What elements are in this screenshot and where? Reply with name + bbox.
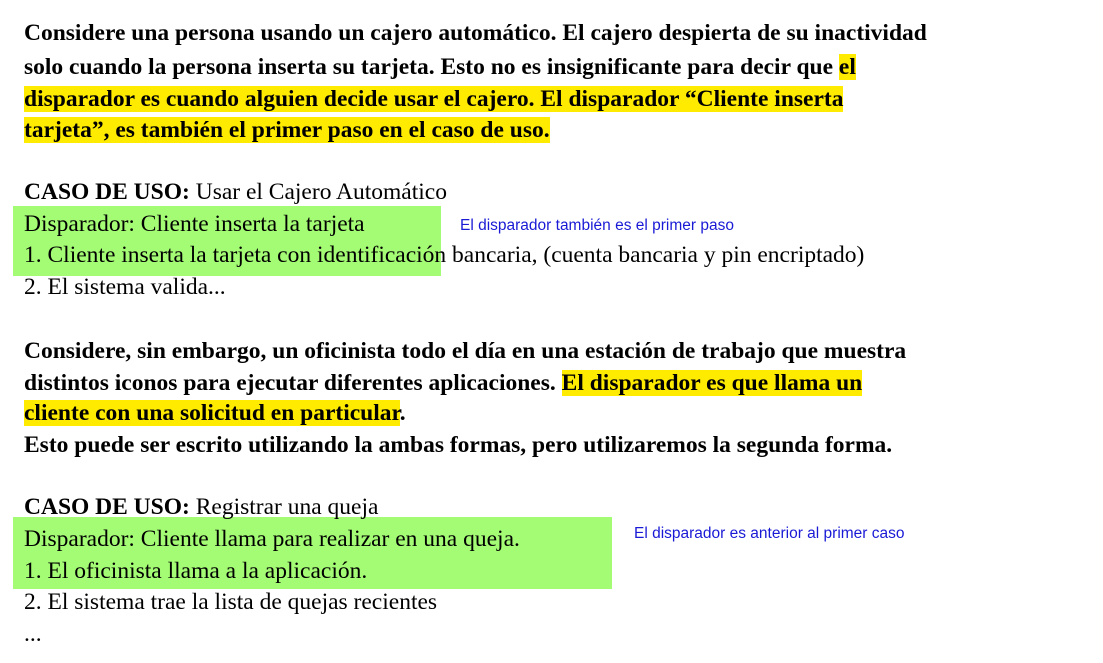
- yellow-highlight-text: el: [838, 54, 856, 80]
- paragraph-2-line-4: Esto puede ser escrito utilizando la ambas formas, pero utilizaremos la segunda forma.: [24, 432, 893, 458]
- use-case-1-annotation: El disparador también es el primer paso: [460, 217, 734, 234]
- use-case-2-heading: [24, 492, 378, 522]
- paragraph-2-line-3: [24, 398, 406, 428]
- use-case-1-step-1: 1. Cliente inserta la tarjeta con identificación bancaria, (cuenta bancaria y pin encriptado): [24, 242, 865, 268]
- use-case-1-heading-label: CASO DE USO:: [24, 179, 190, 205]
- use-case-1-heading-value: Usar el Cajero Automático: [189, 179, 447, 205]
- paragraph-1-line-4: [24, 115, 550, 145]
- use-case-2-heading-value: Registrar una queja: [189, 494, 379, 520]
- use-case-1-step-2: 2. El sistema valida...: [24, 274, 226, 300]
- use-case-1-trigger: Disparador: Cliente inserta la tarjeta: [24, 211, 365, 237]
- paragraph-1-line-2-text: solo cuando la persona inserta su tarjeta. Esto no es insignificante para decir que: [24, 54, 839, 80]
- use-case-2-step-1: 1. El oficinista llama a la aplicación.: [24, 558, 368, 584]
- paragraph-1-line-3: [24, 84, 843, 114]
- use-case-2-ellipsis: ...: [24, 621, 42, 647]
- paragraph-2-line-2-text: distintos iconos para ejecutar diferentes aplicaciones.: [24, 370, 562, 396]
- paragraph-1-line-1: Considere una persona usando un cajero automático. El cajero despierta de su inactividad: [24, 20, 927, 46]
- paragraph-2-line-3-tail: .: [399, 400, 406, 426]
- use-case-2-trigger: Disparador: Cliente llama para realizar en una queja.: [24, 526, 520, 552]
- paragraph-2-line-2: [24, 368, 862, 398]
- use-case-2-step-2: 2. El sistema trae la lista de quejas recientes: [24, 589, 438, 615]
- paragraph-2-line-1: Considere, sin embargo, un oficinista todo el día en una estación de trabajo que muestra: [24, 338, 907, 364]
- yellow-highlight-text: tarjeta”, es también el primer paso en el caso de uso.: [24, 117, 550, 143]
- yellow-highlight-text: El disparador es que llama un: [561, 370, 863, 396]
- use-case-2-annotation: El disparador es anterior al primer caso: [634, 525, 905, 542]
- paragraph-1-line-2: [24, 52, 856, 82]
- yellow-highlight-text: disparador es cuando alguien decide usar el cajero. El disparador “Cliente inserta: [24, 86, 844, 112]
- yellow-highlight-text: cliente con una solicitud en particular: [24, 400, 400, 426]
- use-case-1-heading: [24, 177, 447, 207]
- use-case-2-heading-label: CASO DE USO:: [24, 494, 190, 520]
